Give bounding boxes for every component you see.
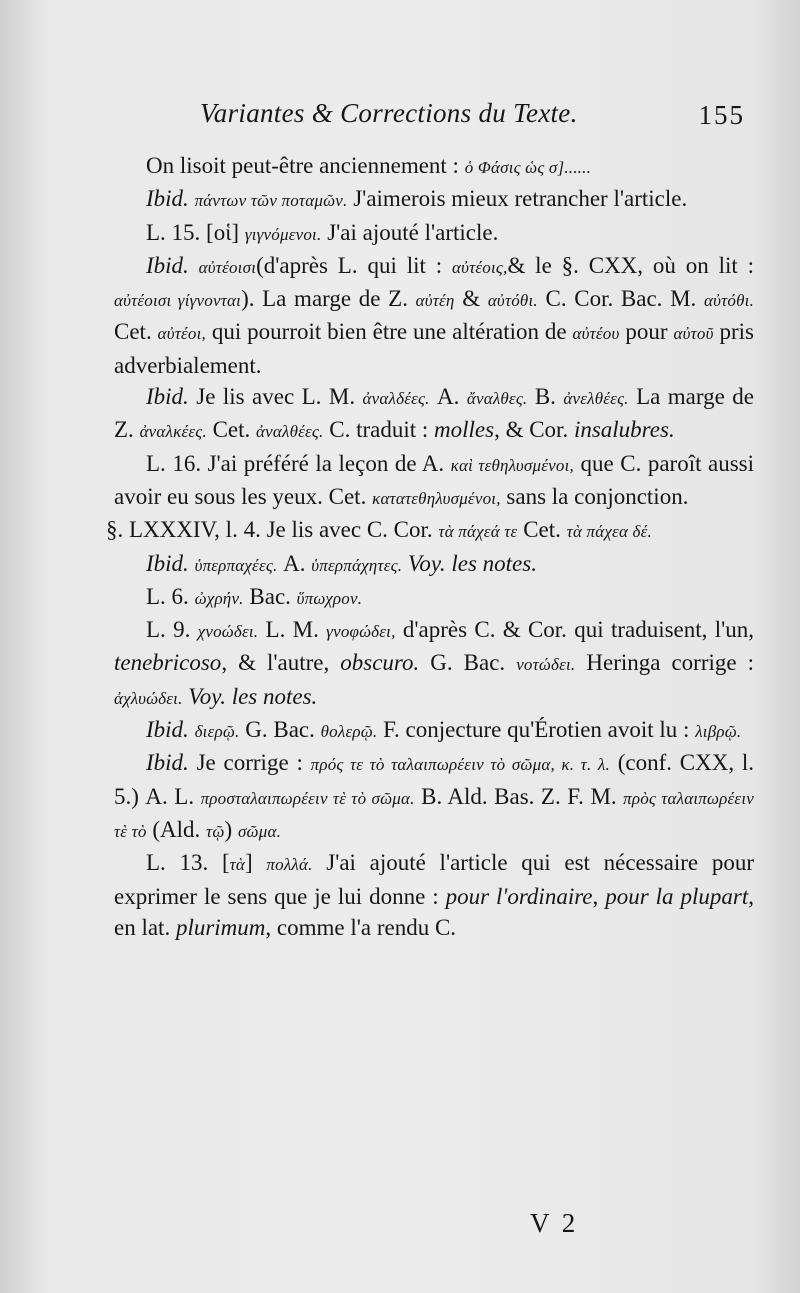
italic-text: obscuro. [340, 650, 420, 676]
greek-text: τῷ [206, 821, 225, 841]
text-run: d'après C. & Cor. qui traduisent, l'un, [395, 617, 754, 643]
text-run: , [592, 883, 606, 909]
paragraph [114, 614, 754, 714]
text-run: La marge de Z. [114, 384, 754, 443]
text-run: ] [245, 850, 267, 876]
greek-text: ἀναλκέες. [139, 422, 207, 442]
greek-text: πρός τε τὸ ταλαιπωρέειν τὸ σῶμα, κ. τ. λ. [310, 755, 610, 775]
text-run: A. [277, 550, 312, 576]
greek-text: τὰ πάχεα δέ. [566, 522, 652, 542]
text-run: J'ai ajouté l'article. [321, 219, 499, 245]
greek-text: χνοώδει. [197, 622, 259, 642]
greek-text: ὠχρήν. [194, 588, 244, 608]
paragraph [114, 747, 754, 847]
text-run: B. Ald. Bas. Z. F. M. [414, 783, 624, 809]
text-run: L. M. [258, 617, 327, 643]
text-run: F. conjecture qu'Érotien avoit lu : [377, 717, 696, 743]
paragraph [114, 448, 754, 515]
greek-text: τὰ [229, 855, 246, 875]
text-run: qui pourroit bien être une altération de [205, 319, 573, 345]
greek-text: ὑπερπαχέες. [194, 555, 278, 575]
text-run: pris adverbialement. [114, 319, 754, 378]
paragraph [114, 548, 754, 581]
text-run: C. Cor. Bac. M. [537, 286, 704, 312]
greek-text: ἀναλθέες. [256, 422, 324, 442]
text-run: (conf. CXX, l. 5.) A. L. [114, 750, 754, 809]
text-run: A. [429, 384, 467, 410]
greek-text: αὐτόθι. [487, 291, 538, 311]
text-run [189, 253, 199, 278]
paragraph [114, 581, 754, 614]
text-run: & [454, 286, 488, 312]
text-run: Je corrige : [188, 750, 311, 776]
greek-text: πολλά. [266, 855, 313, 875]
text-run: , comme l'a rendu C. [265, 914, 457, 940]
text-run: Heringa corrige : [575, 650, 754, 676]
running-title: Variantes & Corrections du Texte. [200, 98, 578, 128]
text-run: L. 15. [οἱ] [146, 219, 245, 245]
paragraph [106, 514, 754, 547]
page-header [200, 98, 745, 138]
text-run: L. 13. [ [146, 850, 230, 876]
greek-text: πάντων τῶν ποταμῶν. [194, 191, 348, 211]
paragraph [114, 250, 754, 381]
text-body [106, 150, 755, 943]
greek-text: ἀναλδέες. [362, 389, 430, 409]
greek-text: αὐτέοισι γίγνονται [114, 291, 242, 311]
italic-text: tenebricoso [114, 650, 222, 676]
text-run: C. traduit : [323, 417, 435, 443]
paragraph [114, 150, 754, 183]
italic-text: Ibid. [146, 384, 189, 410]
greek-text: γιγνόμενοι. [244, 224, 322, 244]
greek-text: αὐτέου [572, 324, 620, 344]
paragraph [114, 847, 754, 943]
greek-text: ἀνελθέες. [563, 389, 629, 409]
greek-text: αὐτέοις, [451, 257, 508, 277]
italic-text: Ibid. [146, 750, 189, 776]
text-run: Bac. [243, 583, 297, 609]
text-run: On lisoit peut-être anciennement : [146, 153, 465, 178]
text-run: , & l'autre, [221, 650, 341, 676]
text-run: Cet. [517, 517, 567, 543]
greek-text: ἀχλυώδει. [114, 688, 183, 708]
greek-text: νοτώδει. [516, 655, 576, 675]
greek-text: ἄναλθες. [466, 389, 528, 409]
text-run: ) [224, 816, 238, 842]
text-run: §. LXXXIV, l. 4. Je lis avec C. Cor. [106, 517, 439, 543]
italic-text: Voy. les notes. [407, 550, 537, 576]
italic-text: Ibid. [146, 550, 189, 576]
text-run: ). La marge de Z. [241, 286, 416, 312]
greek-text: λιβρῷ. [695, 722, 742, 742]
page-number: 155 [698, 100, 745, 130]
greek-text: αὐτέη [415, 291, 455, 311]
greek-text: καὶ τεθηλυσμένοι, [450, 455, 574, 475]
text-run: Cet. [114, 319, 158, 345]
greek-text: διερῷ. [194, 722, 240, 742]
text-run: , en lat. [114, 883, 754, 940]
text-run: , & Cor. [494, 417, 574, 443]
greek-text: αὐτέοι, [157, 324, 206, 344]
italic-text: Voy. les notes. [188, 683, 318, 709]
greek-text: ὁ Φάσις ὡς σ]...... [464, 158, 592, 177]
italic-text: plurimum [175, 914, 266, 940]
italic-text: Ibid. [146, 717, 189, 743]
italic-text: pour la plupart [605, 883, 749, 909]
greek-text: ὑπερπάχητες. [311, 555, 403, 575]
text-run: pour [619, 319, 674, 345]
text-run: J'aimerois mieux retrancher l'article. [347, 186, 688, 212]
italic-text: Ibid. [146, 186, 189, 212]
greek-text: προσταλαιπωρέειν τὲ τὸ σῶμα. [200, 788, 415, 808]
paragraph [114, 183, 754, 216]
paragraph [114, 217, 754, 250]
greek-text: αὐτόθι. [703, 291, 755, 311]
italic-text: Ibid. [146, 252, 189, 278]
greek-text: θολερῷ. [320, 722, 378, 742]
italic-text: pour l'ordinaire [445, 883, 593, 909]
text-run: L. 9. [146, 617, 198, 643]
greek-text: πρὸς ταλαιπωρέειν τὲ τὸ [114, 788, 754, 841]
text-run: G. Bac. [419, 650, 517, 676]
greek-text: αὐτοῦ [673, 324, 714, 344]
text-run: que C. paroît aussi avoir eu sous les yeux. Cet. [114, 450, 754, 509]
italic-text: insalubres. [573, 417, 675, 443]
text-run: B. [527, 384, 564, 410]
text-run: & le §. CXX, où on lit : [507, 252, 754, 278]
greek-text: σῶμα. [237, 821, 282, 841]
text-run: L. 16. J'ai préféré la leçon de A. [146, 450, 451, 476]
text-run: Je lis avec L. M. [188, 384, 363, 410]
greek-text: ὕπωχρον. [296, 588, 363, 608]
paragraph [114, 381, 754, 448]
text-run: J'ai ajouté l'article qui est nécessaire pour exprimer le sens que je lui donne : [114, 850, 754, 909]
text-run: (d'après L. qui lit : [256, 252, 452, 278]
greek-text: αὐτέοισι [198, 257, 257, 277]
text-run: (Ald. [146, 816, 207, 842]
text-run: G. Bac. [239, 717, 321, 743]
greek-text: κατατεθηλυσμένοι, [372, 488, 501, 508]
greek-text: γνοφώδει, [326, 622, 396, 642]
italic-text: molles [434, 417, 495, 443]
greek-text: τὰ πάχεά τε [438, 522, 518, 542]
text-run: sans la conjonction. [500, 483, 689, 509]
paragraph [114, 714, 754, 747]
text-run: Cet. [206, 417, 257, 443]
signature-mark: V 2 [530, 1208, 579, 1238]
text-run: L. 6. [146, 583, 195, 609]
